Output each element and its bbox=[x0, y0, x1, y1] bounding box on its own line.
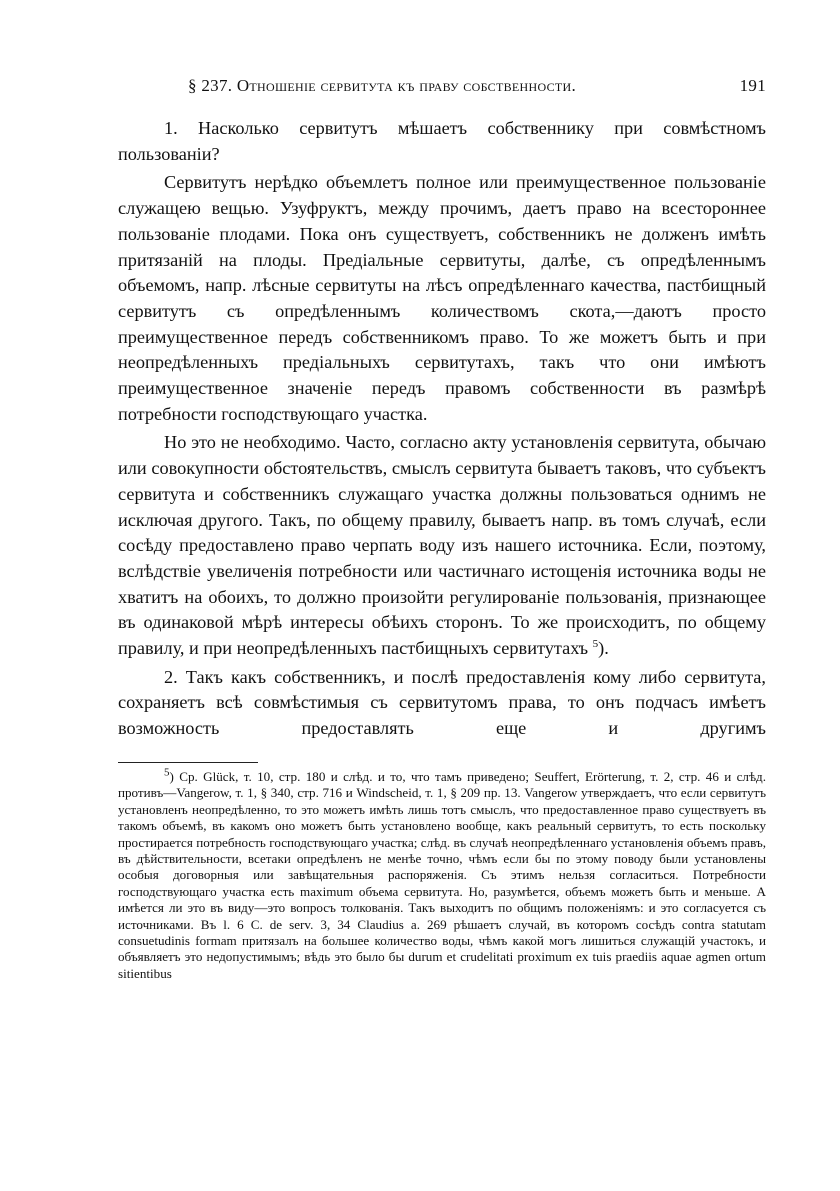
paragraph-2: Сервитутъ нерѣдко объемлетъ полное или преимущественное пользованіе служащею вещью. Узуфруктъ, между прочимъ, даетъ право на всестороннее пользованіе плодами. Пока онъ существуетъ, собственникъ не долженъ имѣть притязаній на плоды. Предіальные сервитуты, далѣе, съ опредѣленнымъ объемомъ, напр. лѣсные сервитуты на лѣсъ опредѣленнаго качества, пастбищный сервитутъ съ опредѣленнымъ количествомъ скота,—даютъ просто преимущественное передъ собственникомъ право. То же можетъ быть и при неопредѣленныхъ предіальныхъ сервитутахъ, такъ что они имѣютъ преимущественное значеніе передъ правомъ собственности въ размѣрѣ потребности господствующаго участка. bbox=[118, 172, 766, 424]
footnote-reference: 5 bbox=[592, 637, 599, 650]
paragraph-1: 1. Насколько сервитутъ мѣшаетъ собственнику при совмѣстномъ пользованіи? bbox=[118, 118, 766, 164]
footnote-marker: 5 bbox=[164, 766, 170, 779]
paragraph-3-text: Но это не необходимо. Часто, согласно акту установленія сервитута, обычаю или совокупности обстоятельствъ, смыслъ сервитута бываетъ таковъ, что субъектъ сервитута и собственникъ служащаго участка должны пользоваться однимъ не исключая другого. Такъ, по общему правилу, бываетъ напр. въ томъ случаѣ, если сосѣду предоставлено право черпать воду изъ нашего источника. Если, поэтому, вслѣдствіе увеличенія потребности или частичнаго истощенія источника воды не хватитъ на обоихъ, то должно произойти регулированіе пользованія, признающее въ одинаковой мѣрѣ интересы обѣихъ сторонъ. То же происходитъ, по общему правилу, и при неопредѣленныхъ пастбищныхъ сервитутахъ bbox=[118, 432, 766, 659]
footnote-text: ) Cp. Glück, т. 10, стр. 180 и слѣд. и то, что тамъ приведено; Seuffert, Erörterung, т. 2, стр. 46 и слѣд. противъ—Vangerow, т. 1, § 340, стр. 716 и Windscheid, т. 1, § 209 пр. 13. Vangerow утверждаетъ, что если сервитутъ установленъ неопредѣленно, то это можетъ имѣть лишь тотъ смыслъ, что предоставленное право существуетъ въ такомъ объемѣ, въ какомъ оно можетъ быть установлено вообще, какъ реальный сервитутъ, то есть поскольку простирается потребность господствующаго участка; слѣд. въ случаѣ неопредѣленнаго установленія объемъ правъ, въ дѣйствительности, всетаки опредѣленъ не менѣе точно, чѣмъ если бы по этому поводу были установлены особыя договорныя или завѣщательныя распоряженія. Съ этимъ нельзя согласиться. Потребности господствующаго участка есть maximum объема сервитута. Но, разумѣется, объемъ можетъ быть и меньше. А имѣется ли это въ виду—это вопросъ толкованія. Такъ выходитъ по общимъ положеніямъ: и это согласуется съ источниками. Въ l. 6 C. de serv. 3, 34 Claudius a. 269 рѣшаетъ случай, въ которомъ сосѣдъ contra statutam consuetudinis formam притязалъ на большее количество воды, чѣмъ какой могъ лишиться служащій участокъ, и объявляетъ это недопустимымъ; вѣдь это было бы durum et crudelitati proximum ex tuis praediis aquae agmen ortum sitientibus bbox=[118, 768, 766, 981]
page-number: 191 bbox=[739, 76, 766, 95]
footnote bbox=[118, 766, 766, 982]
page bbox=[118, 76, 766, 982]
footnote-paragraph bbox=[118, 766, 766, 982]
paragraph-3 bbox=[118, 430, 766, 661]
footnote-divider bbox=[118, 762, 258, 763]
body-text bbox=[118, 116, 766, 742]
section-title: § 237. Отношеніе сервитута къ праву собственности. bbox=[188, 76, 577, 95]
footnote-reference-tail: ). bbox=[598, 638, 609, 659]
running-head bbox=[118, 76, 766, 96]
paragraph-4: 2. Такъ какъ собственникъ, и послѣ предоставленія кому либо сервитута, сохраняетъ всѣ совмѣстимыя съ сервитутомъ права, то онъ подчасъ имѣетъ возможность предоставлять еще и другимъ bbox=[118, 666, 766, 739]
